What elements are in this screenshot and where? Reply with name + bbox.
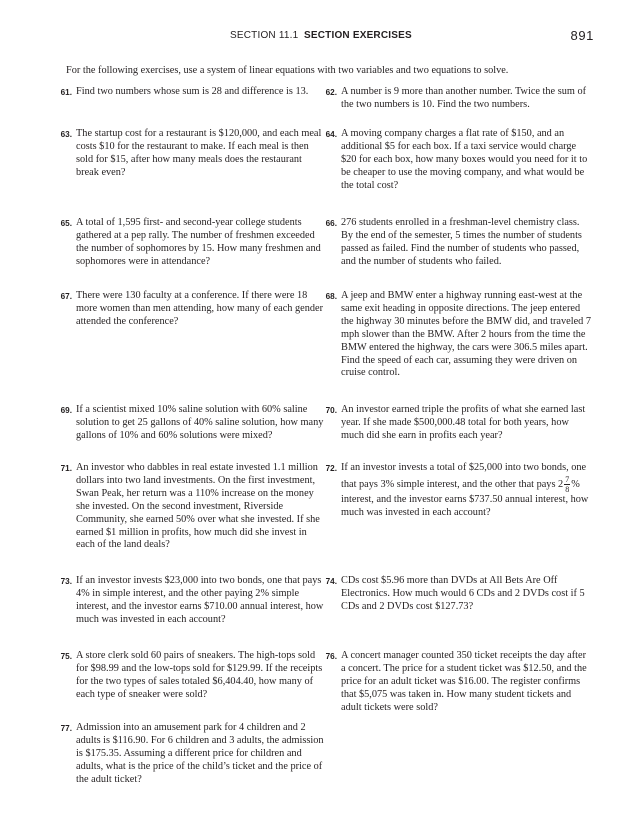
exercise-75 <box>60 650 324 702</box>
exercise-62 <box>325 86 593 112</box>
exercise-text: A total of 1,595 first- and second-year college students gathered at a pep rally. The number of freshmen exceeded the number of sophomores by 15. How many freshmen and sophomores were in attendance? <box>76 217 321 267</box>
section-title: SECTION EXERCISES <box>304 30 412 41</box>
instructions: For the following exercises, use a system of linear equations with two variables and two equations to solve. <box>66 65 509 76</box>
exercise-number: 62. <box>325 87 337 97</box>
exercise-number: 68. <box>325 291 337 301</box>
exercise-number: 64. <box>325 129 337 139</box>
exercise-number: 77. <box>60 723 72 733</box>
exercise-74 <box>325 575 593 614</box>
exercise-text: 276 students enrolled in a freshman-level chemistry class. By the end of the semester, 5 times the number of students passed as failed. Find the number of students who passed, and the number of students who failed. <box>341 217 582 267</box>
exercise-number: 70. <box>325 405 337 415</box>
exercise-text: If an investor invests $23,000 into two bonds, one that pays 4% in simple interest, and the other paying 2% simple interest, and the investor earns $710.00 annual interest, how much was invested in each account? <box>76 575 324 625</box>
exercise-text: A jeep and BMW enter a highway running east-west at the same exit heading in opposite directions. The jeep entered the highway 30 minutes before the BMW did, and traveled 7 mph slower than the BMW. After 2 hours from the time the BMW entered the highway, the cars were 306.5 miles apart. Find the speed of each car, assuming they were driven on cruise control. <box>341 290 592 379</box>
exercise-number: 75. <box>60 651 72 661</box>
exercise-68 <box>325 290 593 380</box>
exercise-text <box>341 462 593 520</box>
exercise-text: A moving company charges a flat rate of $150, and an additional $5 for each box. If a taxi service would charge $20 for each box, how many boxes would you need for it to be cheaper to use the moving company, and what would be the total cost? <box>341 128 588 191</box>
exercise-72 <box>325 462 593 520</box>
exercise-text: A concert manager counted 350 ticket receipts the day after a concert. The price for a student ticket was $12.50, and the price for an adult ticket was $16.00. The register confirms that $5,075 was taken in. How many student tickets and adult tickets were sold? <box>341 650 587 713</box>
exercise-65 <box>60 217 324 269</box>
exercise-69 <box>60 404 324 443</box>
section-number: SECTION 11.1 <box>230 30 299 41</box>
mixed-fraction <box>564 475 570 494</box>
exercise-76 <box>325 650 593 715</box>
exercise-number: 74. <box>325 576 337 586</box>
exercise-61 <box>60 86 324 99</box>
exercise-text: Find two numbers whose sum is 28 and difference is 13. <box>76 86 309 97</box>
exercise-text: A store clerk sold 60 pairs of sneakers. The high-tops sold for $98.99 and the low-tops sold for $129.99. If the receipts for the two types of sales totaled $6,404.40, how many of each type of sneaker were sold? <box>76 650 323 700</box>
exercise-73 <box>60 575 324 627</box>
exercise-number: 65. <box>60 218 72 228</box>
exercise-number: 71. <box>60 463 72 473</box>
exercise-text: Admission into an amusement park for 4 children and 2 adults is $116.90. For 6 children and 3 adults, the admission is $175.35. Assuming a different price for children and adults, what is the price of the child’s ticket and the price of the adult ticket? <box>76 722 324 785</box>
exercise-text: If a scientist mixed 10% saline solution with 60% saline solution to get 25 gallons of 40% saline solution, how many gallons of 10% and 60% solutions were mixed? <box>76 404 324 441</box>
exercise-text: An investor earned triple the profits of what she earned last year. If she made $500,000.48 total for both years, how much did she earn in profits each year? <box>341 404 586 441</box>
exercise-number: 66. <box>325 218 337 228</box>
exercise-text: The startup cost for a restaurant is $120,000, and each meal costs $10 for the restaurant to make. If each meal is then sold for $15, after how many meals does the restaurant break even? <box>76 128 322 178</box>
fraction-denominator: 8 <box>565 484 570 494</box>
exercise-number: 73. <box>60 576 72 586</box>
exercise-number: 67. <box>60 291 72 301</box>
fraction-numerator: 7 <box>565 474 570 484</box>
page-header <box>0 30 630 46</box>
exercise-number: 69. <box>60 405 72 415</box>
exercise-64 <box>325 128 593 193</box>
exercise-text: An investor who dabbles in real estate invested 1.1 million dollars into two land investments. On the first investment, Swan Peak, her return was a 110% increase on the money she invested. On the second investment, Riverside Community, she earned 50% over what she invested. If she earned $1 million in profits, how much did she invest in each of the land deals? <box>76 462 320 551</box>
exercise-63 <box>60 128 324 180</box>
exercise-text-part: % interest, and the investor earns $737.50 annual interest, how much was invested in each account? <box>341 478 589 518</box>
exercise-number: 72. <box>325 463 337 473</box>
exercise-text: CDs cost $5.96 more than DVDs at All Bets Are Off Electronics. How much would 6 CDs and 2 DVDs cost if 5 CDs and 2 DVDs cost $127.73? <box>341 575 585 612</box>
exercise-number: 61. <box>60 87 72 97</box>
exercise-70 <box>325 404 593 443</box>
exercise-77 <box>60 722 324 787</box>
exercise-text: There were 130 faculty at a conference. If there were 18 more women than men attending, how many of each gender attended the conference? <box>76 290 324 327</box>
exercise-number: 63. <box>60 129 72 139</box>
exercise-67 <box>60 290 324 329</box>
exercise-66 <box>325 217 593 269</box>
exercise-71 <box>60 462 324 552</box>
exercise-number: 76. <box>325 651 337 661</box>
page-number: 891 <box>570 28 594 43</box>
exercise-text-part: If an investor invests a total of $25,000 into two bonds, one that pays 3% simple interest, and the other that pays 2 <box>341 462 587 490</box>
exercise-text: A number is 9 more than another number. Twice the sum of the two numbers is 10. Find the two numbers. <box>341 86 587 110</box>
